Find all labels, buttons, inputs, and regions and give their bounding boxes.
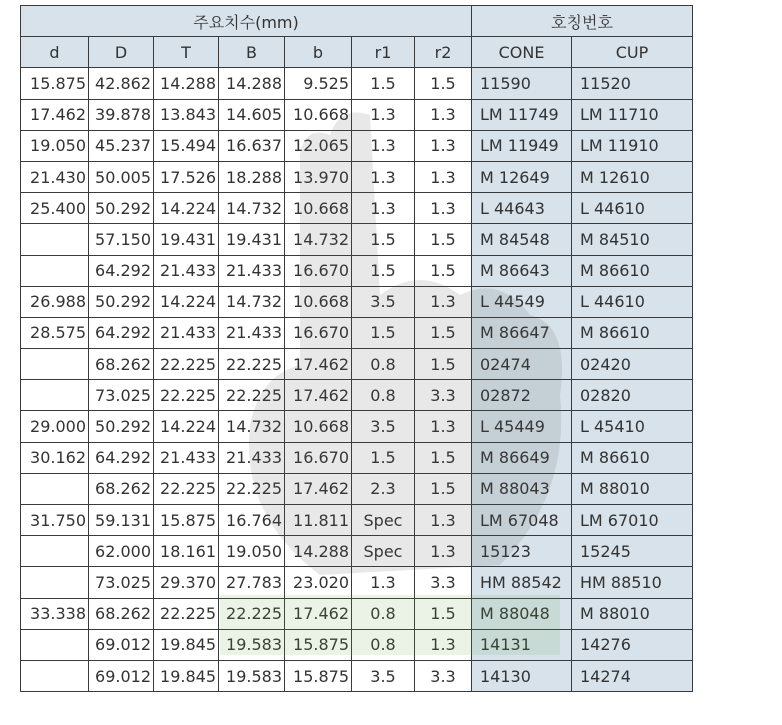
cell-r2: 1.3 [415, 411, 472, 442]
cell-r2: 1.3 [415, 629, 472, 660]
cell-d: 31.750 [21, 505, 89, 536]
header-group-codes: 호칭번호 [472, 6, 693, 37]
cell-cup: M 86610 [572, 442, 693, 473]
cell-T: 22.225 [154, 598, 219, 629]
cell-cup: M 12610 [572, 161, 693, 192]
cell-cup: M 86610 [572, 255, 693, 286]
cell-cone: M 86649 [472, 442, 572, 473]
cell-d [21, 567, 89, 598]
column-header-T: T [154, 37, 219, 68]
cell-D: 62.000 [89, 536, 154, 567]
cell-d: 33.338 [21, 598, 89, 629]
cell-r2: 1.5 [415, 473, 472, 504]
cell-B: 21.433 [219, 317, 285, 348]
cell-d: 25.400 [21, 193, 89, 224]
cell-cone: HM 88542 [472, 567, 572, 598]
header-columns-row [21, 37, 693, 68]
cell-cone: M 88048 [472, 598, 572, 629]
cell-b: 10.668 [285, 193, 352, 224]
cell-D: 42.862 [89, 68, 154, 99]
table-row [21, 411, 693, 442]
cell-B: 18.288 [219, 161, 285, 192]
cell-B: 16.637 [219, 130, 285, 161]
cell-cone: M 84548 [472, 224, 572, 255]
table-row [21, 68, 693, 99]
cell-r2: 1.3 [415, 505, 472, 536]
cell-B: 19.583 [219, 629, 285, 660]
cell-D: 50.005 [89, 161, 154, 192]
cell-d: 17.462 [21, 99, 89, 130]
cell-r1: 3.5 [352, 411, 415, 442]
cell-cone: M 88043 [472, 473, 572, 504]
cell-cup: L 44610 [572, 193, 693, 224]
cell-cone: M 12649 [472, 161, 572, 192]
cell-cup: 02820 [572, 380, 693, 411]
column-header-b: b [285, 37, 352, 68]
cell-cup: M 88010 [572, 598, 693, 629]
cell-b: 17.462 [285, 349, 352, 380]
table-row [21, 224, 693, 255]
table-row [21, 161, 693, 192]
cell-D: 50.292 [89, 193, 154, 224]
cell-r1: 1.5 [352, 255, 415, 286]
cell-T: 14.224 [154, 411, 219, 442]
cell-d: 30.162 [21, 442, 89, 473]
cell-B: 19.431 [219, 224, 285, 255]
cell-B: 27.783 [219, 567, 285, 598]
cell-D: 64.292 [89, 317, 154, 348]
cell-T: 14.224 [154, 286, 219, 317]
cell-T: 29.370 [154, 567, 219, 598]
cell-B: 21.433 [219, 442, 285, 473]
cell-cone: 14131 [472, 629, 572, 660]
cell-r2: 1.3 [415, 99, 472, 130]
cell-d [21, 349, 89, 380]
cell-r1: 1.3 [352, 567, 415, 598]
cell-cone: L 44549 [472, 286, 572, 317]
cell-b: 16.670 [285, 317, 352, 348]
cell-cone: 14130 [472, 660, 572, 691]
column-header-B: B [219, 37, 285, 68]
cell-d [21, 660, 89, 691]
cell-D: 73.025 [89, 380, 154, 411]
cell-T: 14.288 [154, 68, 219, 99]
cell-T: 22.225 [154, 349, 219, 380]
cell-cone: 02872 [472, 380, 572, 411]
cell-d [21, 473, 89, 504]
cell-B: 22.225 [219, 349, 285, 380]
cell-b: 16.670 [285, 442, 352, 473]
cell-T: 19.845 [154, 660, 219, 691]
cell-B: 19.050 [219, 536, 285, 567]
cell-cup: LM 67010 [572, 505, 693, 536]
table-row [21, 349, 693, 380]
cell-B: 22.225 [219, 473, 285, 504]
cell-D: 50.292 [89, 286, 154, 317]
cell-cup: M 84510 [572, 224, 693, 255]
cell-D: 59.131 [89, 505, 154, 536]
cell-T: 14.224 [154, 193, 219, 224]
cell-D: 45.237 [89, 130, 154, 161]
cell-T: 21.433 [154, 442, 219, 473]
cell-cup: HM 88510 [572, 567, 693, 598]
cell-r1: 1.5 [352, 442, 415, 473]
cell-D: 50.292 [89, 411, 154, 442]
table-body [21, 68, 693, 692]
cell-B: 22.225 [219, 380, 285, 411]
bearing-spec-table-container [20, 5, 693, 692]
cell-B: 14.605 [219, 99, 285, 130]
cell-D: 64.292 [89, 255, 154, 286]
cell-r1: 1.3 [352, 193, 415, 224]
cell-r1: 1.3 [352, 161, 415, 192]
cell-cone: M 86643 [472, 255, 572, 286]
cell-b: 15.875 [285, 660, 352, 691]
cell-D: 57.150 [89, 224, 154, 255]
header-group-row [21, 6, 693, 37]
column-header-d: d [21, 37, 89, 68]
cell-d [21, 629, 89, 660]
cell-r1: 0.8 [352, 598, 415, 629]
cell-cone: LM 67048 [472, 505, 572, 536]
cell-r1: 0.8 [352, 380, 415, 411]
column-header-r1: r1 [352, 37, 415, 68]
table-row [21, 536, 693, 567]
table-row [21, 380, 693, 411]
cell-d [21, 224, 89, 255]
cell-r2: 1.3 [415, 286, 472, 317]
cell-cone: LM 11749 [472, 99, 572, 130]
cell-d: 28.575 [21, 317, 89, 348]
bearing-spec-table [20, 5, 693, 692]
cell-r2: 1.5 [415, 598, 472, 629]
cell-T: 17.526 [154, 161, 219, 192]
cell-r1: 3.5 [352, 286, 415, 317]
table-row [21, 317, 693, 348]
cell-r2: 3.3 [415, 380, 472, 411]
cell-B: 14.288 [219, 68, 285, 99]
cell-r2: 1.5 [415, 349, 472, 380]
cell-b: 10.668 [285, 286, 352, 317]
cell-cone: L 44643 [472, 193, 572, 224]
cell-cone: 02474 [472, 349, 572, 380]
cell-b: 11.811 [285, 505, 352, 536]
cell-d: 19.050 [21, 130, 89, 161]
cell-T: 19.845 [154, 629, 219, 660]
cell-B: 21.433 [219, 255, 285, 286]
cell-B: 19.583 [219, 660, 285, 691]
cell-r1: 0.8 [352, 629, 415, 660]
cell-T: 22.225 [154, 473, 219, 504]
table-row [21, 255, 693, 286]
cell-B: 22.225 [219, 598, 285, 629]
cell-cup: 02420 [572, 349, 693, 380]
table-row [21, 193, 693, 224]
cell-D: 68.262 [89, 473, 154, 504]
cell-cup: 14276 [572, 629, 693, 660]
table-row [21, 473, 693, 504]
cell-r1: 1.3 [352, 130, 415, 161]
cell-d [21, 536, 89, 567]
cell-r1: Spec [352, 505, 415, 536]
cell-r1: 3.5 [352, 660, 415, 691]
cell-D: 69.012 [89, 660, 154, 691]
cell-r2: 1.3 [415, 161, 472, 192]
cell-D: 68.262 [89, 349, 154, 380]
cell-T: 18.161 [154, 536, 219, 567]
cell-r1: Spec [352, 536, 415, 567]
cell-b: 15.875 [285, 629, 352, 660]
cell-r1: 0.8 [352, 349, 415, 380]
column-header-D: D [89, 37, 154, 68]
cell-d [21, 380, 89, 411]
cell-r1: 1.5 [352, 224, 415, 255]
cell-r2: 1.5 [415, 317, 472, 348]
cell-b: 10.668 [285, 99, 352, 130]
cell-cone: 11590 [472, 68, 572, 99]
cell-D: 69.012 [89, 629, 154, 660]
table-row [21, 130, 693, 161]
cell-r2: 3.3 [415, 567, 472, 598]
cell-D: 64.292 [89, 442, 154, 473]
cell-T: 15.875 [154, 505, 219, 536]
cell-T: 19.431 [154, 224, 219, 255]
cell-B: 14.732 [219, 286, 285, 317]
cell-cone: M 86647 [472, 317, 572, 348]
column-header-cone: CONE [472, 37, 572, 68]
cell-b: 16.670 [285, 255, 352, 286]
cell-T: 13.843 [154, 99, 219, 130]
cell-r2: 1.5 [415, 442, 472, 473]
cell-b: 23.020 [285, 567, 352, 598]
cell-b: 12.065 [285, 130, 352, 161]
cell-r2: 1.3 [415, 536, 472, 567]
table-row [21, 505, 693, 536]
cell-B: 14.732 [219, 411, 285, 442]
cell-T: 15.494 [154, 130, 219, 161]
cell-r1: 1.5 [352, 317, 415, 348]
cell-b: 9.525 [285, 68, 352, 99]
cell-r1: 2.3 [352, 473, 415, 504]
cell-b: 10.668 [285, 411, 352, 442]
cell-r2: 3.3 [415, 660, 472, 691]
table-row [21, 598, 693, 629]
cell-D: 73.025 [89, 567, 154, 598]
cell-r2: 1.5 [415, 255, 472, 286]
cell-B: 16.764 [219, 505, 285, 536]
cell-cone: L 45449 [472, 411, 572, 442]
cell-r1: 1.3 [352, 99, 415, 130]
cell-r2: 1.5 [415, 224, 472, 255]
cell-b: 17.462 [285, 473, 352, 504]
table-row [21, 660, 693, 691]
table-row [21, 286, 693, 317]
column-header-r2: r2 [415, 37, 472, 68]
cell-d: 26.988 [21, 286, 89, 317]
cell-cup: L 45410 [572, 411, 693, 442]
cell-d: 21.430 [21, 161, 89, 192]
cell-cup: L 44610 [572, 286, 693, 317]
cell-d: 29.000 [21, 411, 89, 442]
header-group-dimensions: 주요치수(mm) [21, 6, 472, 37]
cell-r1: 1.5 [352, 68, 415, 99]
cell-D: 39.878 [89, 99, 154, 130]
cell-cone: LM 11949 [472, 130, 572, 161]
cell-cone: 15123 [472, 536, 572, 567]
cell-b: 14.732 [285, 224, 352, 255]
cell-b: 13.970 [285, 161, 352, 192]
cell-B: 14.732 [219, 193, 285, 224]
cell-r2: 1.5 [415, 68, 472, 99]
cell-T: 21.433 [154, 317, 219, 348]
cell-r2: 1.3 [415, 193, 472, 224]
column-header-cup: CUP [572, 37, 693, 68]
cell-cup: M 88010 [572, 473, 693, 504]
cell-cup: 15245 [572, 536, 693, 567]
table-row [21, 629, 693, 660]
cell-b: 14.288 [285, 536, 352, 567]
cell-T: 22.225 [154, 380, 219, 411]
table-row [21, 442, 693, 473]
cell-d [21, 255, 89, 286]
cell-r2: 1.3 [415, 130, 472, 161]
cell-cup: 11520 [572, 68, 693, 99]
table-row [21, 99, 693, 130]
cell-cup: 14274 [572, 660, 693, 691]
cell-D: 68.262 [89, 598, 154, 629]
table-row [21, 567, 693, 598]
cell-T: 21.433 [154, 255, 219, 286]
cell-b: 17.462 [285, 598, 352, 629]
cell-cup: LM 11710 [572, 99, 693, 130]
cell-b: 17.462 [285, 380, 352, 411]
cell-d: 15.875 [21, 68, 89, 99]
cell-cup: M 86610 [572, 317, 693, 348]
cell-cup: LM 11910 [572, 130, 693, 161]
